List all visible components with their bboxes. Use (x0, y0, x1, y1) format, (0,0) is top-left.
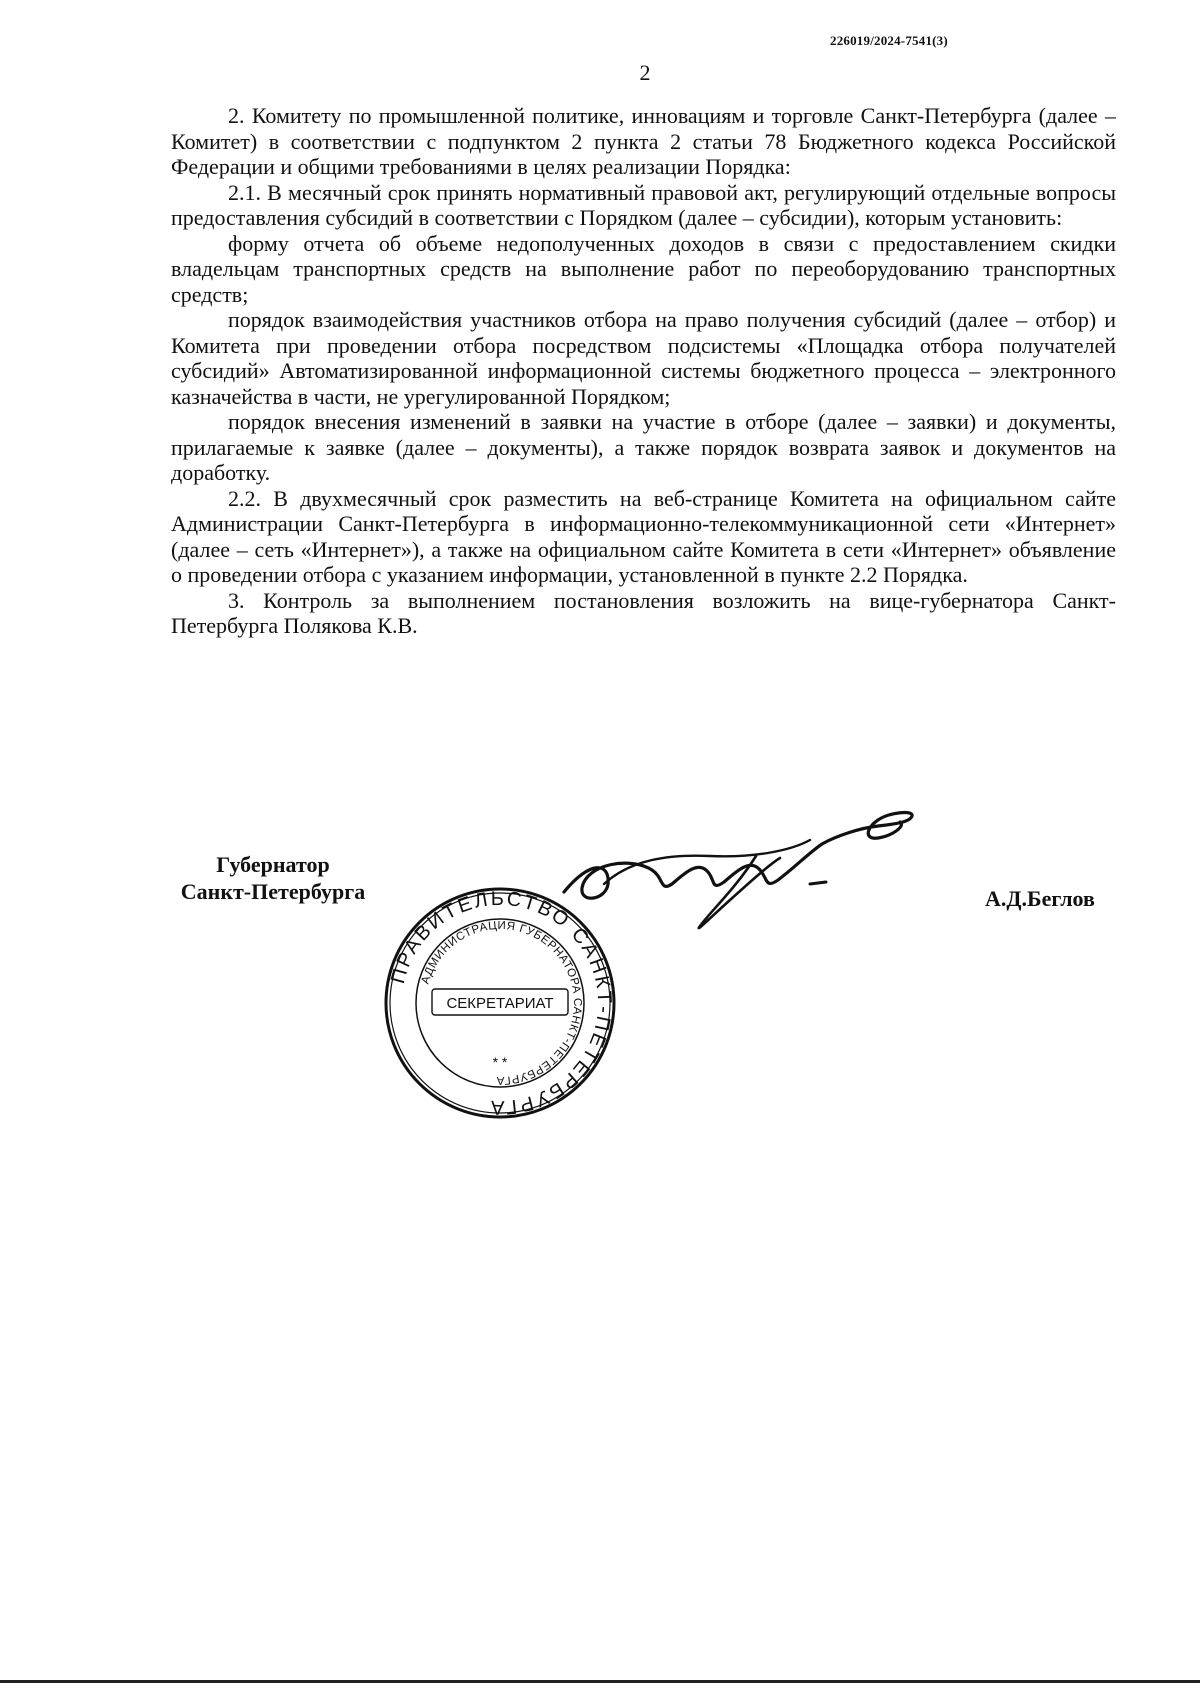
signer-title (168, 851, 378, 905)
handwritten-signature (560, 800, 920, 930)
seal-stars: * * (492, 1054, 508, 1070)
signer-title-line2: Санкт-Петербурга (180, 879, 366, 904)
paragraph-2-2: 2.2. В двухмесячный срок разместить на веб-странице Комитета на официальном сайте Администрации Санкт-Петербурга в информационно-телекоммуникационной сети «Интернет» (далее – сеть «Интернет»), а также на официальном сайте Комитета в сети «Интернет» объявление о проведении отбора с указанием информации, установленной в пункте 2.2 Порядка. (171, 485, 1116, 587)
seal-outer-text: ПРАВИТЕЛЬСТВО САНКТ-ПЕТЕРБУРГА (386, 887, 616, 1119)
paragraph-amendment-procedure: порядок внесения изменений в заявки на участие в отборе (далее – заявки) и документы, прилагаемые к заявке (далее – документы), а также порядок возврата заявок и документов на доработку. (171, 409, 1116, 485)
paragraph-2: 2. Комитету по промышленной политике, инновациям и торговле Санкт-Петербурга (далее – Комитет) в соответствии с подпунктом 2 пункта 2 статьи 78 Бюджетного кодекса Российской Федерации и общими требованиями в целях реализации Порядка: (171, 103, 1116, 179)
scan-edge-line (0, 1680, 1200, 1683)
document-body (171, 103, 1116, 639)
document-number: 226019/2024-7541(3) (830, 33, 948, 48)
signer-name: А.Д.Беглов (985, 886, 1095, 911)
paragraph-3: 3. Контроль за выполнением постановления возложить на вице-губернатора Санкт-Петербурга Полякова К.В. (171, 587, 1116, 638)
page-number: 2 (639, 60, 651, 85)
signer-title-line1: Губернатор (216, 852, 330, 877)
seal-center-text: СЕКРЕТАРИАТ (446, 995, 554, 1012)
paragraph-report-form: форму отчета об объеме недополученных доходов в связи с предоставлением скидки владельцам транспортных средств на выполнение работ по переоборудованию транспортных средств; (171, 230, 1116, 307)
paragraph-interaction-procedure: порядок взаимодействия участников отбора на право получения субсидий (далее – отбор) и Комитета при проведении отбора посредством подсистемы «Площадка отбора получателей субсидий» Автоматизированной информационной системы бюджетного процесса – электронного казначейства в части, не урегулированной Порядком; (171, 307, 1116, 409)
seal-inner-text: АДМИНИСТРАЦИЯ ГУБЕРНАТОРА САНКТ-ПЕТЕРБУРГА (419, 919, 584, 1087)
paragraph-2-1: 2.1. В месячный срок принять нормативный правовой акт, регулирующий отдельные вопросы предоставления субсидий в соответствии с Порядком (далее – субсидии), которым установить: (171, 179, 1116, 230)
